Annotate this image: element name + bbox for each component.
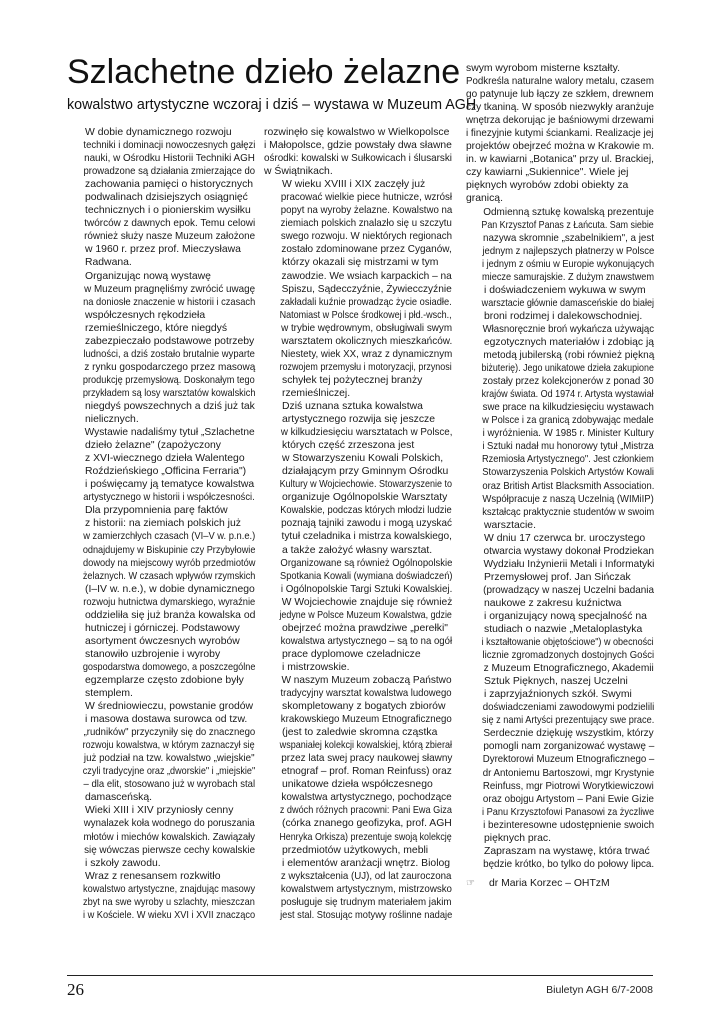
text-line: Zapraszam na wystawę, która trwać: [484, 845, 650, 857]
text-line: i Ogólnopolskie Targi Sztuki Kowalskiej.: [280, 583, 453, 595]
text-line: wynalazek koła wodnego do poruszania: [83, 818, 255, 830]
text-line: otwarcia wystawy dokonał Prodziekan: [483, 545, 654, 557]
text-line: i Małopolsce, gdzie powstały dwa sławne: [264, 140, 452, 152]
text-line: i finezyjnie kutymi ściankami. Realizacje jej: [466, 128, 654, 140]
text-line: i Sztuki nadał mu honorowy tytuł „Mistrza: [482, 441, 654, 453]
text-line: twórców z dawnych epok. Temu celowi: [84, 218, 256, 230]
text-line: pomogli nam zorganizować wystawę –: [483, 741, 655, 753]
text-line: Odmienną sztukę kowalską prezentuje: [483, 206, 654, 218]
text-line: żelaznych. W czasach wpływów rzymskich: [82, 570, 256, 582]
text-line: studiach o nazwie „Metaloplastyka: [484, 624, 643, 636]
text-line: dowody na miejscowy wyrób przedmiotów: [83, 557, 256, 569]
text-line: artystycznego w historii i współczesności.: [83, 492, 255, 504]
text-column-3: [466, 62, 655, 890]
text-line: Spotkania Kowali (wymiana doświadczeń): [280, 570, 453, 582]
text-line: nielicznych.: [85, 414, 139, 426]
text-line: (jest to zaledwie skromna cząstka: [282, 727, 438, 739]
text-line: z historii: na ziemiach polskich już: [85, 518, 241, 530]
page-number: 26: [67, 980, 84, 999]
text-line: Natomiast w Polsce środkowej i płd.-wsch.,: [279, 309, 452, 321]
text-line: (I–IV w. n.e.), w dobie dynamicznego: [85, 583, 255, 595]
text-line: prace dyplomowe czeladnicze: [282, 648, 421, 660]
paragraph: [466, 206, 655, 532]
text-line: Kultury w Wojciechowie. Stowarzyszenie to: [279, 479, 452, 491]
text-line: i w Kościele. W wieku XVI i XVII znacząco: [82, 909, 256, 921]
text-line: nauki, w Ośrodku Historii Techniki AGH: [84, 153, 255, 165]
text-column-1: [67, 126, 256, 922]
text-line: podwalinach dzisiejszych osiągnięć: [85, 192, 248, 204]
text-line: Henryka Orkisza) prezentuje swoją kolekcję: [279, 831, 452, 843]
pointing-hand-icon: ☞: [466, 877, 475, 889]
text-line: Współpracuje z naszą Uczelnią (WIMiIP): [482, 493, 654, 505]
text-line: W dobie dynamicznego rozwoju: [85, 127, 232, 138]
text-line: pięknych wyrobów zdobi obiekty za: [466, 180, 629, 192]
text-line: Podkreśla naturalne walory metalu, czasem: [466, 76, 654, 88]
text-line: ziemiach polskich znalazło się u szczytu: [280, 218, 452, 230]
text-line: (córka znanego geofizyka, prof. AGH: [282, 818, 452, 830]
author-signature: [466, 877, 652, 890]
paragraph: [67, 804, 256, 869]
paragraph: [264, 178, 453, 400]
text-line: a także założyć własny warsztat.: [282, 544, 433, 556]
text-line: i masowa dostawa surowca od tzw.: [85, 714, 248, 726]
text-line: zachowania pamięci o historycznych: [85, 179, 254, 191]
text-line: Pan Krzysztof Panas z Łańcuta. Sam siebie: [481, 219, 654, 231]
text-line: kowalstwa artystycznego – są to na ogół: [280, 635, 453, 647]
text-line: oddzieliła się już branża kowalska od: [85, 609, 256, 621]
text-line: i Panu Krzysztofowi Panasowi za życzliwe: [481, 806, 655, 818]
text-line: niegdyś powszechnych a dziś już tak: [85, 400, 255, 412]
text-line: warsztacie.: [484, 519, 536, 531]
text-column-2: [264, 126, 453, 922]
text-line: w 1960 r. przez prof. Mieczysława: [85, 244, 241, 256]
text-line: W Wojciechowie znajduje się również: [281, 596, 453, 608]
text-line: wspaniałej kolekcji kowalskiej, którą zbierał: [279, 740, 453, 752]
text-line: w kilkudziesięciu warsztatach w Polsce,: [280, 427, 453, 439]
text-line: działającym przy Gminnym Ośrodku: [282, 466, 449, 478]
text-line: jest stal. Stosując motywy roślinne nadaje: [280, 909, 453, 921]
text-line: asortyment ówczesnych wyrobów: [85, 635, 240, 647]
text-line: Roździeńskiego „Officina Ferraria"): [85, 466, 247, 478]
text-line: broni rodzimej i dalekowschodniej.: [484, 310, 643, 322]
text-line: stemplem.: [85, 688, 133, 700]
text-line: etnograf – prof. Roman Reinfuss) oraz: [281, 766, 452, 778]
text-line: swym wyrobom misterne kształty.: [466, 63, 620, 74]
paragraph: [264, 400, 453, 674]
paragraph: [67, 504, 256, 700]
text-line: kowalstwo artystyczne, znajdując masowy: [82, 883, 256, 895]
paragraph: [67, 270, 256, 427]
publication-name: Biuletyn AGH 6/7-2008: [546, 984, 653, 996]
text-line: Sztuk Pięknych, naszej Uczelni: [484, 676, 628, 688]
text-line: rozwojem przemysłu i motoryzacji, przynosi: [279, 361, 452, 373]
text-line: z dwóch różnych pracowni: Pani Ewa Giza: [279, 805, 452, 817]
text-line: hutniczej i górniczej. Podstawowy: [85, 622, 240, 634]
text-line: i jednym z ośmiu w Europie wykonujących: [481, 258, 655, 270]
text-line: się wówczas pierwsze cechy kowalskie: [84, 844, 256, 856]
paragraph: [264, 126, 450, 178]
paragraph: [264, 674, 453, 922]
text-line: zabezpieczało podstawowe potrzeby: [85, 335, 255, 347]
text-line: Wydziału Inżynierii Metali i Informatyki: [483, 558, 655, 570]
text-line: miecze samurajskie. Z dużym znawstwem: [481, 271, 655, 283]
text-line: przykładem są losy warsztatów kowalskich: [82, 387, 256, 399]
text-line: którzy okazali się mistrzami w tym: [282, 257, 439, 269]
text-line: Rzemiosła Artystycznego". Jest członkiem: [481, 454, 654, 466]
text-line: oraz obojgu Artystom – Pani Ewie Gizie: [482, 793, 654, 805]
text-line: kowalstwem artystycznym, mistrzowsko: [280, 883, 452, 895]
text-line: produkcję przemysłową. Doskonałym tego: [82, 374, 255, 386]
paragraph: [67, 870, 256, 922]
paragraph: [67, 426, 253, 504]
paragraph: [466, 532, 655, 728]
text-line: Wraz z renesansem rozkwitło: [85, 870, 221, 882]
text-line: rzemieślniczego, które niegdyś: [85, 322, 228, 334]
text-line: W wieku XVIII i XIX zaczęły już: [282, 179, 426, 191]
text-line: z wykształcenia (UJ), od lat zauroczona: [280, 870, 452, 882]
text-line: go patynuje lub łączy ze szkłem, drewnem: [466, 89, 654, 101]
text-line: już podział na tzw. kowalstwo „wiejskie": [83, 753, 255, 765]
text-line: Spiszu, Sądecczyźnie, Żywiecczyźnie: [281, 283, 452, 295]
text-line: W średniowieczu, powstanie grodów: [85, 701, 254, 713]
text-line: naukowe z zakresu kuźnictwa: [484, 597, 622, 609]
text-line: zbyt na swe wyroby u szlachty, mieszczan: [82, 896, 255, 908]
text-line: i elementów aranżacji wnętrz. Biolog: [282, 857, 451, 869]
text-line: organizuje Ogólnopolskie Warsztaty: [282, 492, 448, 504]
text-line: warsztatem okolicznych mieszkańców.: [281, 335, 453, 347]
text-line: Przemysłowej prof. Jan Sińczak: [484, 571, 631, 583]
text-line: Wystawie nadaliśmy tytuł „Szlachetne: [84, 427, 255, 439]
text-line: czy kawiarni „Sukiennice". Wiele jej: [466, 167, 629, 179]
text-line: (prowadzący w naszej Uczelni badania: [483, 584, 654, 596]
paragraph: [67, 700, 256, 804]
text-line: z rynku gospodarczego przez masową: [84, 361, 256, 373]
text-line: W naszym Muzeum zobaczą Państwo: [281, 674, 452, 686]
text-line: z XVI-wiecznego dzieła Walentego: [85, 453, 245, 465]
text-line: licznie zgromadzonych dostojnych Gości: [482, 650, 655, 662]
text-line: obejrzeć można prawdziwe „perełki": [282, 622, 448, 634]
text-line: swego rozwoju. W niektórych regionach: [280, 231, 453, 243]
text-line: tytuł czeladnika i mistrza kowalskiego,: [281, 531, 452, 543]
text-line: damasceńską.: [85, 792, 152, 804]
text-line: w Polsce i za granicą zdobywając medale: [482, 415, 654, 427]
text-line: odnajdujemy w Biskupinie czy Przybyłowie: [82, 544, 256, 556]
text-line: artystycznego rozwija się jeszcze: [282, 414, 436, 426]
text-line: czyli tradycyjne oraz „dworskie" i „miejskie": [82, 766, 256, 778]
text-line: – dla elit, stosowano już w wyrobach stal: [83, 779, 256, 791]
text-line: swe prace na kilkudziesięciu wystawach: [482, 402, 654, 414]
text-line: unikatowe dzieła współczesnego: [282, 779, 433, 791]
paragraph: [466, 727, 655, 844]
text-line: W dniu 17 czerwca br. uroczystego: [484, 532, 646, 544]
text-line: i poświęcamy ją tematyce kowalstwa: [85, 479, 255, 491]
text-line: ośrodki: kowalski w Sułkowicach i ślusarski: [264, 153, 452, 165]
text-line: Stowarzyszenia Polskich Artystów Kowali: [482, 467, 655, 479]
text-line: i organizujący nową specjalność na: [484, 610, 647, 622]
paragraph: [67, 126, 256, 270]
text-line: których część zrzeszona jest: [282, 440, 415, 452]
footer-rule: [67, 975, 653, 976]
text-line: zostało zdominowane przez Cyganów,: [281, 244, 452, 256]
text-line: rozwoju hutnictwa dymarskiego, wyraźnie: [83, 596, 256, 608]
text-line: Dla przypomnienia parę faktów: [85, 505, 228, 517]
article-subtitle: kowalstwo artystyczne wczoraj i dziś – wystawa w Muzeum AGH: [67, 97, 477, 113]
text-line: i doświadczeniem wykuwa w swym: [484, 284, 646, 296]
text-line: egzemplarze często zdobione były: [85, 674, 244, 686]
text-line: technicznych i o pionierskim wysiłku: [85, 205, 251, 217]
text-line: Własnoręcznie broń wykańcza używając: [482, 323, 655, 335]
text-line: jednym z najlepszych płatnerzy w Polsce: [482, 245, 655, 257]
text-line: skompletowany z bogatych zbiorów: [282, 701, 446, 713]
text-line: Organizowane są również Ogólnopolskie: [280, 557, 453, 569]
text-line: Serdecznie dziękuję wszystkim, którzy: [483, 728, 654, 740]
text-line: kowalstwa artystycznego, pochodzące: [281, 792, 452, 804]
text-line: dzieło żelazne" (zapożyczony: [85, 440, 221, 452]
text-line: zakładali kuźnie prowadząc życie osiadłe.: [280, 296, 452, 308]
text-line: popyt na wyroby żelazne. Kowalstwo na: [280, 205, 453, 217]
text-line: projektów obejrzeć można w Krakowie m.: [466, 141, 655, 153]
text-line: w trybie wędrownym, obsługiwali swym: [281, 322, 453, 334]
text-line: pracować wielkie piece hutnicze, wzrósł: [280, 192, 453, 204]
text-line: prowadzone są działania zmierzające do: [83, 166, 256, 178]
text-line: ludności, a dziś zostało brutalnie wyparte: [83, 348, 255, 360]
text-line: oraz British Artist Blacksmith Association.: [482, 480, 655, 492]
text-line: Organizując nową wystawę: [85, 270, 211, 282]
text-line: Radwana.: [85, 257, 132, 269]
text-line: wnętrza dekorując je baśniowymi drzewami: [466, 115, 654, 127]
text-line: będzie krótko, bo tylko do połowy lipca.: [483, 858, 655, 870]
text-line: krakowskiego Muzeum Etnograficznego: [280, 714, 452, 726]
text-line: stanowiło uzbrojenie i wyroby: [85, 648, 221, 660]
text-line: i zaprzyjaźnionych szkół. Swymi: [484, 689, 632, 701]
text-line: Dziś uznana sztuka kowalstwa: [282, 400, 423, 412]
text-line: biżuterię). Jego unikatowe dzieła zakupione: [481, 363, 654, 375]
text-line: i wyróżnienia. W 1985 r. Minister Kultury: [482, 428, 654, 440]
text-line: w Stowarzyszeniu Kowali Polskich,: [282, 453, 444, 465]
paragraph: [466, 62, 655, 206]
text-line: w Świątnikach.: [264, 166, 333, 178]
text-line: in. w kawiarni „Botanica" przy ul. Brackiej,: [466, 154, 654, 166]
text-line: tradycyjny warsztat kowalstwa ludowego: [280, 688, 452, 700]
text-line: i szkoły zawodu.: [85, 857, 161, 869]
text-line: przedmiotów użytkowych, mebli: [282, 844, 429, 856]
text-line: granicą.: [466, 193, 503, 205]
text-line: poznają tajniki zawodu i mogą uzyskać: [281, 518, 452, 530]
text-line: Niestety, wiek XX, wraz z dynamicznym: [280, 348, 453, 360]
text-line: przez lata swej pracy naukowej sławny: [281, 753, 453, 765]
text-line: schyłek tej pożytecznej branży: [282, 374, 423, 386]
text-line: kształcąc praktycznie studentów w swoim: [482, 506, 655, 518]
text-line: gospodarstwa domowego, a poszczególne: [82, 661, 256, 673]
text-line: i kształtowanie objętościowe") w obecności: [481, 637, 654, 649]
text-line: pięknych prac.: [484, 832, 551, 844]
text-line: zawodzie. We wsiach karpackich – na: [281, 270, 452, 282]
text-line: doświadczeniami zawodowymi podzielili: [482, 702, 655, 714]
text-line: metodą jubilerską (robi również piękną: [483, 350, 655, 362]
text-line: czy tkaniną. W sposób niezwykły aranżuje: [466, 102, 655, 114]
article-title: Szlachetne dzieło żelazne: [67, 53, 461, 91]
text-line: Wieki XIII i XIV przyniosły cenny: [85, 805, 234, 817]
text-line: w Muzeum pragnęliśmy zwrócić uwagę: [84, 283, 256, 295]
text-line: na doniosłe znaczenie w historii i czasach: [83, 296, 256, 308]
text-line: nazywa skromnie „szabelnikiem", a jest: [483, 232, 655, 244]
text-line: rozwoju kowalstwa, w którym zaznaczył się: [82, 740, 255, 752]
text-line: techniki i dominacji nowoczesnych gałęzi: [83, 140, 256, 152]
text-line: w zamierzchłych czasach (VI–V w. p.n.e.): [83, 531, 256, 543]
text-line: się z nami Artyści prezentujący swe prace.: [481, 715, 655, 727]
text-line: „rudników" przyczyniły się do znacznego: [83, 727, 256, 739]
paragraph: [466, 845, 655, 871]
text-line: młotów i miechów kowalskich. Zawiązały: [83, 831, 256, 843]
text-line: Kowalskie, podczas których młodzi ludzie: [280, 505, 452, 517]
text-line: i mistrzowskie.: [282, 661, 350, 673]
text-line: rzemieślniczej.: [282, 387, 351, 399]
author-name: dr Maria Korzec – OHTzM: [488, 877, 610, 889]
text-line: zostały przez kolekcjonerów z ponad 30: [482, 376, 654, 388]
text-line: Reinfuss, mgr Piotrowi Worytkiewiczowi: [482, 780, 654, 792]
text-line: dr Antoniemu Bartoszowi, mgr Krystynie: [482, 767, 655, 779]
text-line: rozwinęło się kowalstwo w Wielkopolsce: [264, 127, 450, 138]
text-line: również służy nasze Muzeum założone: [84, 231, 256, 243]
text-line: i bezinteresowne udostępnienie swoich: [483, 819, 655, 831]
text-line: warsztacie głównie damasceńskie do białej: [481, 297, 655, 309]
text-line: posługuje się trudnym materiałem jakim: [280, 896, 452, 908]
text-line: z Muzeum Etnograficznego, Akademii: [483, 663, 654, 675]
text-line: Dyrektorowi Muzeum Etnograficznego –: [482, 754, 655, 766]
text-line: jedyne w Polsce Muzeum Kowalstwa, gdzie: [279, 609, 452, 621]
text-line: współczesnych rękodzieła: [85, 309, 206, 321]
text-line: krajów świata. Od 1974 r. Artysta wystawiał: [481, 389, 654, 401]
text-line: egzotycznych materiałów i zdobiąc ją: [483, 336, 655, 348]
